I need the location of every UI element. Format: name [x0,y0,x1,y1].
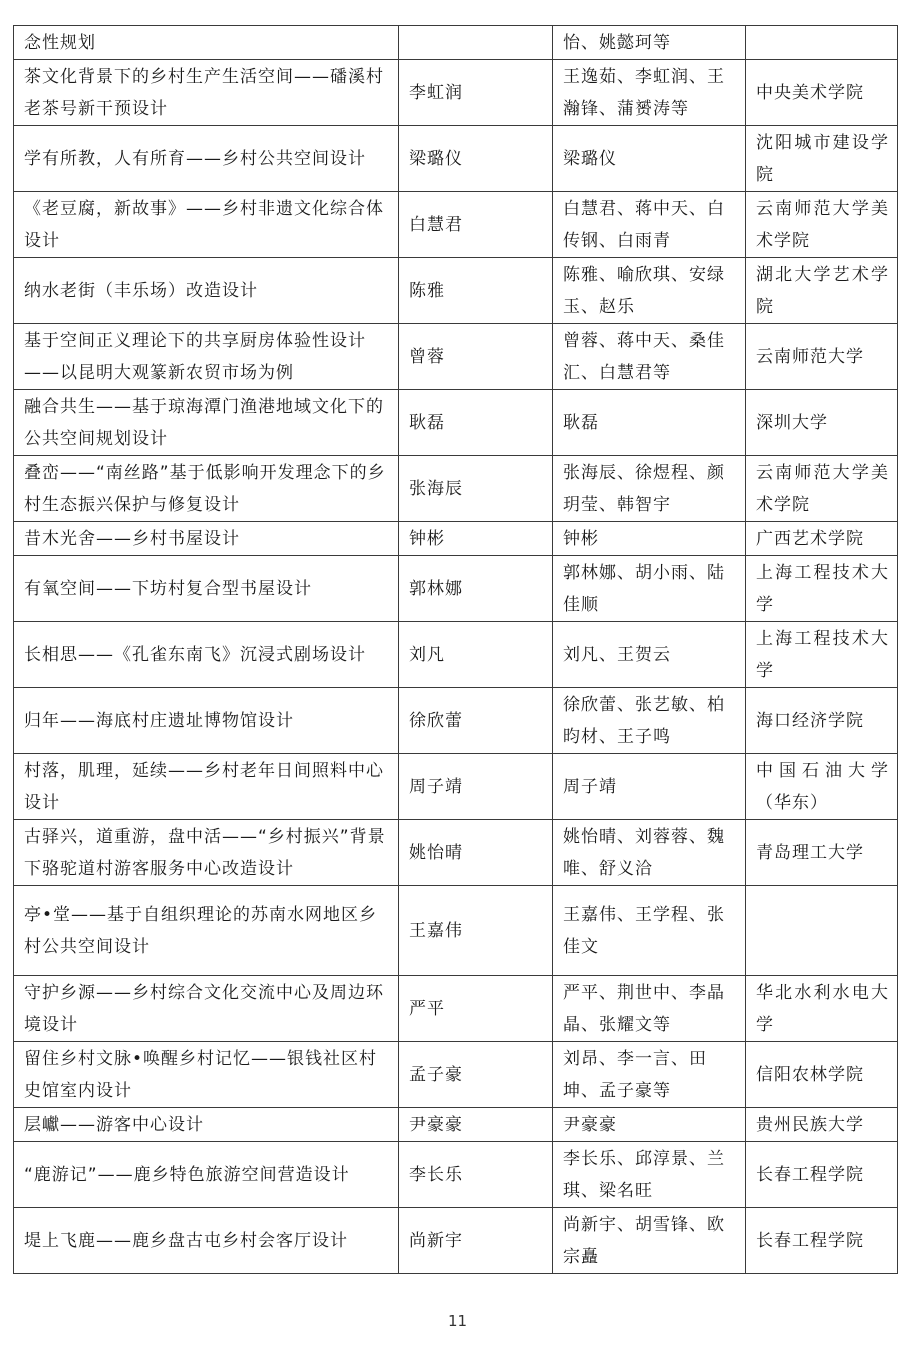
project-title-cell: 层巘——游客中心设计 [14,1108,399,1142]
table-row [14,192,898,258]
school-cell: 深圳大学 [746,390,898,456]
table-row [14,820,898,886]
lead-author-cell: 陈雅 [399,258,553,324]
lead-author-cell: 尚新宇 [399,1208,553,1274]
project-title-cell: 古驿兴，道重游，盘中活——“乡村振兴”背景下骆驼道村游客服务中心改造设计 [14,820,399,886]
team-members-cell: 郭林娜、胡小雨、陆佳顺 [553,556,746,622]
team-members-cell: 白慧君、蒋中天、白传钢、白雨青 [553,192,746,258]
table-row [14,456,898,522]
school-cell: 贵州民族大学 [746,1108,898,1142]
school-cell: 沈阳城市建设学院 [746,126,898,192]
school-cell: 海口经济学院 [746,688,898,754]
table-row [14,26,898,60]
school-cell [746,886,898,976]
school-cell: 上海工程技术大学 [746,556,898,622]
project-title-cell: 守护乡源——乡村综合文化交流中心及周边环境设计 [14,976,399,1042]
team-members-cell: 徐欣蕾、张艺敏、柏昀材、王子鸣 [553,688,746,754]
table-row [14,522,898,556]
team-members-cell: 王逸茹、李虹润、王瀚锋、蒲赟涛等 [553,60,746,126]
lead-author-cell: 郭林娜 [399,556,553,622]
table-row [14,556,898,622]
project-title-cell: 归年——海底村庄遗址博物馆设计 [14,688,399,754]
school-cell: 青岛理工大学 [746,820,898,886]
table-row [14,1208,898,1274]
school-cell: 长春工程学院 [746,1208,898,1274]
school-cell: 广西艺术学院 [746,522,898,556]
table-row [14,622,898,688]
lead-author-cell: 周子靖 [399,754,553,820]
project-title-cell: 村落，肌理，延续——乡村老年日间照料中心设计 [14,754,399,820]
school-cell: 云南师范大学 [746,324,898,390]
project-title-cell: 念性规划 [14,26,399,60]
project-title-cell: 有氧空间——下坊村复合型书屋设计 [14,556,399,622]
team-members-cell: 尹豪豪 [553,1108,746,1142]
team-members-cell: 李长乐、邱淳景、兰琪、梁名旺 [553,1142,746,1208]
lead-author-cell: 徐欣蕾 [399,688,553,754]
project-title-cell: 叠峦——“南丝路”基于低影响开发理念下的乡村生态振兴保护与修复设计 [14,456,399,522]
team-members-cell: 尚新宇、胡雪锋、欧宗矗 [553,1208,746,1274]
table-row [14,258,898,324]
team-members-cell: 曾蓉、蒋中天、桑佳汇、白慧君等 [553,324,746,390]
school-cell: 长春工程学院 [746,1142,898,1208]
table-row [14,390,898,456]
table-row [14,1108,898,1142]
lead-author-cell: 李虹润 [399,60,553,126]
lead-author-cell: 梁璐仪 [399,126,553,192]
lead-author-cell [399,26,553,60]
school-cell: 华北水利水电大学 [746,976,898,1042]
team-members-cell: 姚怡晴、刘蓉蓉、魏唯、舒义洽 [553,820,746,886]
lead-author-cell: 王嘉伟 [399,886,553,976]
school-cell: 中国石油大学（华东） [746,754,898,820]
project-title-cell: 纳水老街（丰乐场）改造设计 [14,258,399,324]
lead-author-cell: 曾蓉 [399,324,553,390]
lead-author-cell: 李长乐 [399,1142,553,1208]
lead-author-cell: 尹豪豪 [399,1108,553,1142]
project-title-cell: “鹿游记”——鹿乡特色旅游空间营造设计 [14,1142,399,1208]
team-members-cell: 陈雅、喻欣琪、安绿玉、赵乐 [553,258,746,324]
school-cell: 信阳农林学院 [746,1042,898,1108]
lead-author-cell: 耿磊 [399,390,553,456]
team-members-cell: 周子靖 [553,754,746,820]
table-row [14,324,898,390]
team-members-cell: 怡、姚懿珂等 [553,26,746,60]
project-title-cell: 长相思——《孔雀东南飞》沉浸式剧场设计 [14,622,399,688]
lead-author-cell: 钟彬 [399,522,553,556]
school-cell: 湖北大学艺术学院 [746,258,898,324]
school-cell: 云南师范大学美术学院 [746,456,898,522]
project-title-cell: 昔木光舍——乡村书屋设计 [14,522,399,556]
team-members-cell: 刘昂、李一言、田坤、孟子豪等 [553,1042,746,1108]
page-number: 11 [447,1312,468,1330]
table-row [14,754,898,820]
school-cell: 云南师范大学美术学院 [746,192,898,258]
team-members-cell: 刘凡、王贺云 [553,622,746,688]
team-members-cell: 梁璐仪 [553,126,746,192]
lead-author-cell: 孟子豪 [399,1042,553,1108]
awards-table [13,25,898,1274]
table-row [14,886,898,976]
table-row [14,60,898,126]
project-title-cell: 基于空间正义理论下的共享厨房体验性设计——以昆明大观篆新农贸市场为例 [14,324,399,390]
project-title-cell: 学有所教，人有所育——乡村公共空间设计 [14,126,399,192]
team-members-cell: 王嘉伟、王学程、张佳文 [553,886,746,976]
team-members-cell: 耿磊 [553,390,746,456]
table-row [14,1042,898,1108]
awards-table-body [14,26,898,1274]
project-title-cell: 亭•堂——基于自组织理论的苏南水网地区乡村公共空间设计 [14,886,399,976]
lead-author-cell: 刘凡 [399,622,553,688]
school-cell: 上海工程技术大学 [746,622,898,688]
project-title-cell: 《老豆腐，新故事》——乡村非遗文化综合体设计 [14,192,399,258]
team-members-cell: 张海辰、徐煜程、颜玥莹、韩智宇 [553,456,746,522]
table-row [14,976,898,1042]
project-title-cell: 堤上飞鹿——鹿乡盘古屯乡村会客厅设计 [14,1208,399,1274]
school-cell [746,26,898,60]
lead-author-cell: 姚怡晴 [399,820,553,886]
project-title-cell: 茶文化背景下的乡村生产生活空间——磻溪村老茶号新干预设计 [14,60,399,126]
table-row [14,688,898,754]
table-row [14,126,898,192]
table-row [14,1142,898,1208]
project-title-cell: 融合共生——基于琼海潭门渔港地域文化下的公共空间规划设计 [14,390,399,456]
lead-author-cell: 白慧君 [399,192,553,258]
lead-author-cell: 严平 [399,976,553,1042]
team-members-cell: 严平、荆世中、李晶晶、张耀文等 [553,976,746,1042]
lead-author-cell: 张海辰 [399,456,553,522]
school-cell: 中央美术学院 [746,60,898,126]
project-title-cell: 留住乡村文脉•唤醒乡村记忆——银钱社区村史馆室内设计 [14,1042,399,1108]
team-members-cell: 钟彬 [553,522,746,556]
